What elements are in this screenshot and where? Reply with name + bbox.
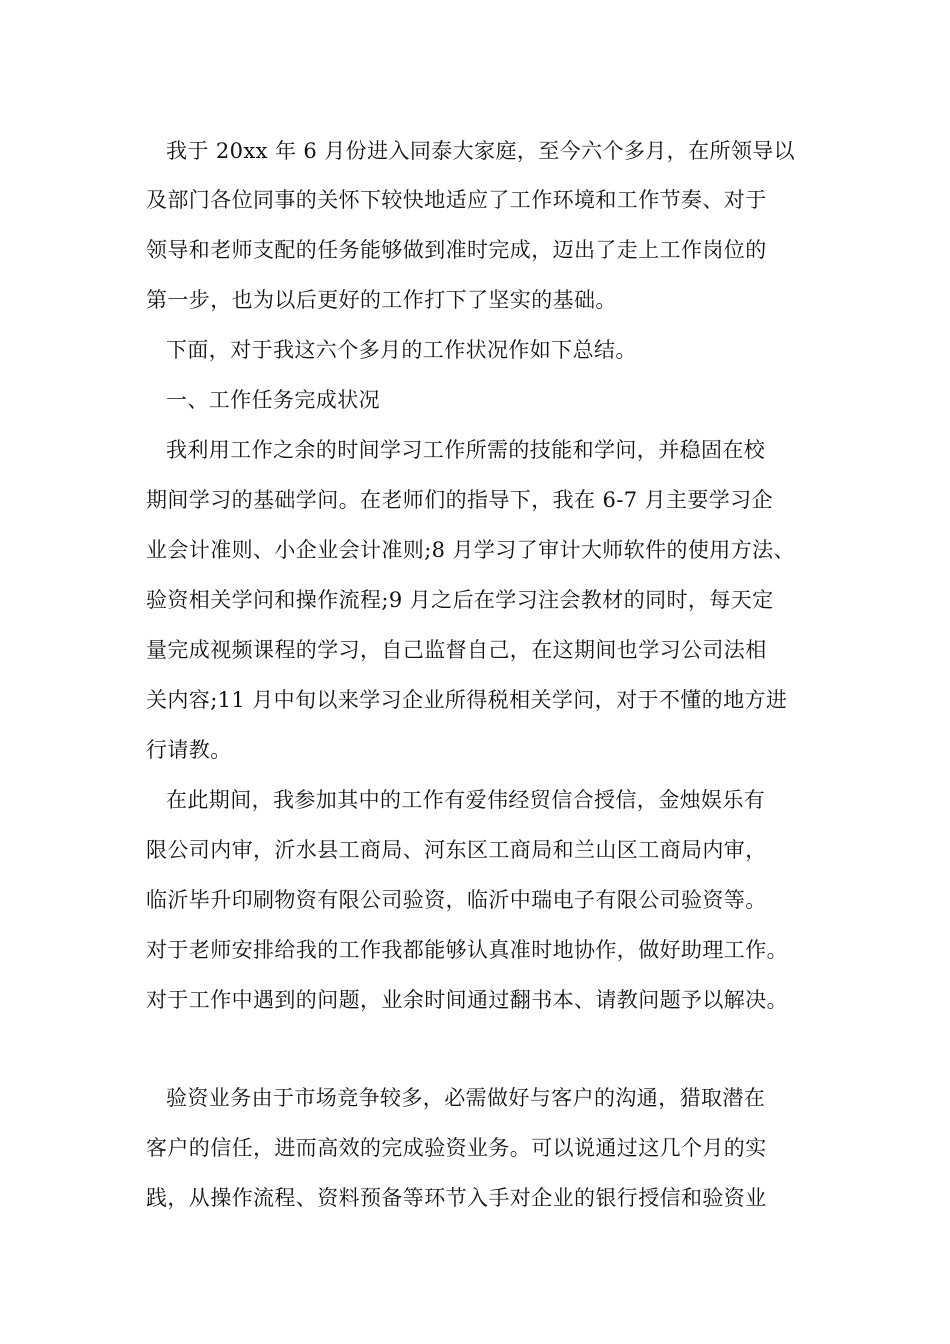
paragraph-line: 践，从操作流程、资料预备等环节入手对企业的银行授信和验资业	[146, 1186, 767, 1210]
paragraph-line: 我利用工作之余的时间学习工作所需的技能和学问，并稳固在校	[166, 438, 766, 462]
paragraph-line: 客户的信任，进而高效的完成验资业务。可以说通过这几个月的实	[146, 1136, 767, 1160]
section-heading: 一、工作任务完成状况	[166, 388, 380, 412]
paragraph-line: 第一步，也为以后更好的工作打下了坚实的基础。	[146, 288, 617, 312]
paragraph-line: 量完成视频课程的学习，自己监督自己，在这期间也学习公司法相	[146, 638, 767, 662]
paragraph-line: 业会计准则、小企业会计准则;8 月学习了审计大师软件的使用方法、	[146, 538, 795, 562]
paragraph-line: 下面，对于我这六个多月的工作状况作如下总结。	[166, 338, 637, 362]
paragraph-line: 验资业务由于市场竞争较多，必需做好与客户的沟通，猎取潜在	[166, 1086, 766, 1110]
paragraph-line: 行请教。	[146, 738, 232, 762]
paragraph-line: 在此期间，我参加其中的工作有爱伟经贸信合授信，金烛娱乐有	[166, 788, 766, 812]
paragraph-line: 关内容;11 月中旬以来学习企业所得税相关学问，对于不懂的地方进	[146, 688, 788, 712]
paragraph-line: 对于老师安排给我的工作我都能够认真准时地协作，做好助理工作。	[146, 938, 788, 962]
paragraph-line: 对于工作中遇到的问题，业余时间通过翻书本、请教问题予以解决。	[146, 988, 788, 1012]
paragraph-line: 领导和老师支配的任务能够做到准时完成，迈出了走上工作岗位的	[146, 238, 767, 262]
paragraph-line: 临沂毕升印刷物资有限公司验资，临沂中瑞电子有限公司验资等。	[146, 888, 767, 912]
paragraph-line: 限公司内审，沂水县工商局、河东区工商局和兰山区工商局内审，	[146, 838, 767, 862]
paragraph-line: 我于 20xx 年 6 月份进入同泰大家庭，至今六个多月，在所领导以	[166, 139, 796, 163]
paragraph-line: 验资相关学问和操作流程;9 月之后在学习注会教材的同时，每天定	[146, 588, 774, 612]
paragraph-line: 及部门各位同事的关怀下较快地适应了工作环境和工作节奏、对于	[146, 188, 767, 212]
paragraph-line: 期间学习的基础学问。在老师们的指导下，我在 6-7 月主要学习企	[146, 488, 773, 512]
